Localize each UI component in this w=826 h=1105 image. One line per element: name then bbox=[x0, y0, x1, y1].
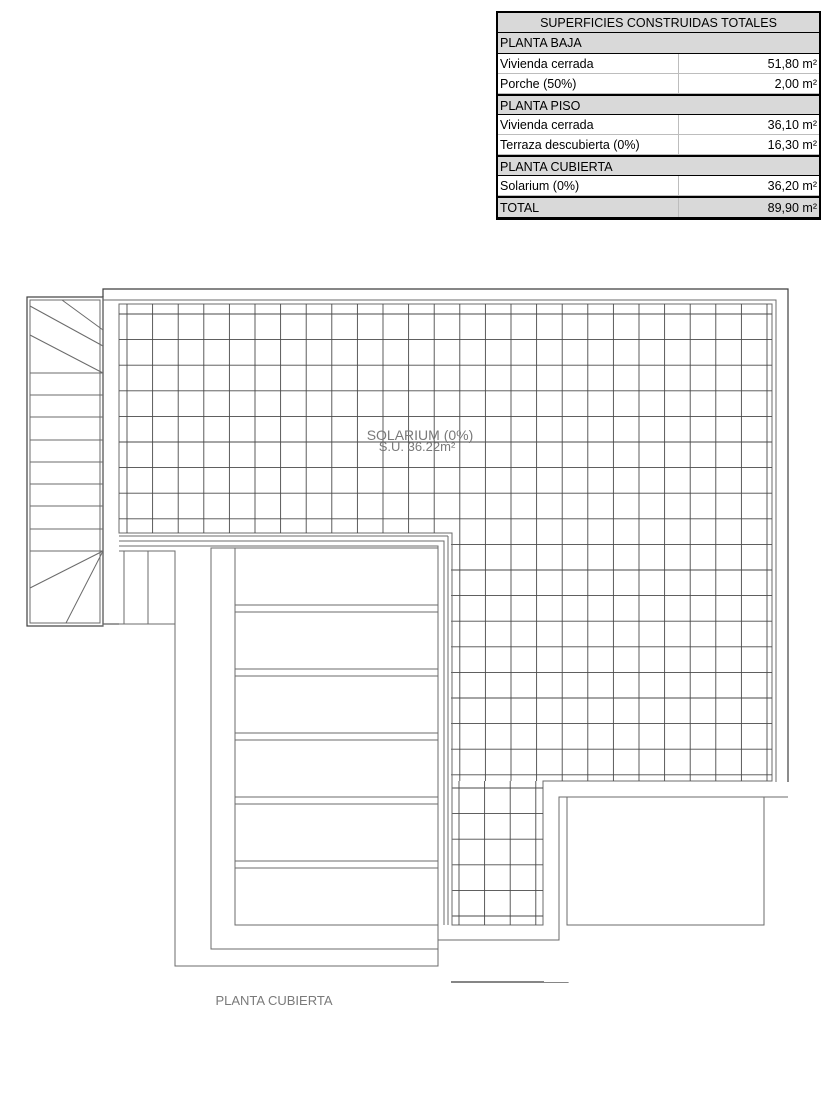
table-title-text: SUPERFICIES CONSTRUIDAS TOTALES bbox=[540, 16, 777, 30]
total-value: 89,90 m² bbox=[767, 201, 817, 215]
stair-winder bbox=[62, 300, 103, 330]
row-label: Porche (50%) bbox=[498, 74, 679, 93]
stair-winder bbox=[30, 306, 103, 346]
room-area: S.U. 36.22m² bbox=[378, 439, 456, 454]
room-label: SOLARIUM (0%) bbox=[366, 427, 474, 443]
stair-winder bbox=[66, 551, 103, 623]
plan-caption: PLANTA CUBIERTA bbox=[215, 993, 333, 1008]
floor-tile-grid bbox=[119, 304, 794, 994]
stair-winder bbox=[30, 335, 103, 373]
row-value: 36,10 m² bbox=[767, 118, 817, 132]
row-label: Vivienda cerrada bbox=[498, 54, 679, 73]
total-label: TOTAL bbox=[498, 198, 679, 217]
row-value: 2,00 m² bbox=[774, 77, 817, 91]
row-label: Vivienda cerrada bbox=[498, 115, 679, 134]
grid-mask bbox=[544, 782, 794, 982]
section-header-text: PLANTA BAJA bbox=[500, 36, 582, 50]
row-value: 16,30 m² bbox=[767, 138, 817, 152]
row-label: Terraza descubierta (0%) bbox=[498, 135, 679, 154]
stair-winder bbox=[30, 551, 103, 588]
row-value: 51,80 m² bbox=[767, 57, 817, 71]
section-header-text: PLANTA PISO bbox=[500, 99, 581, 113]
section-header-text: PLANTA CUBIERTA bbox=[500, 160, 613, 174]
row-label: Solarium (0%) bbox=[498, 176, 679, 195]
row-value: 36,20 m² bbox=[767, 179, 817, 193]
